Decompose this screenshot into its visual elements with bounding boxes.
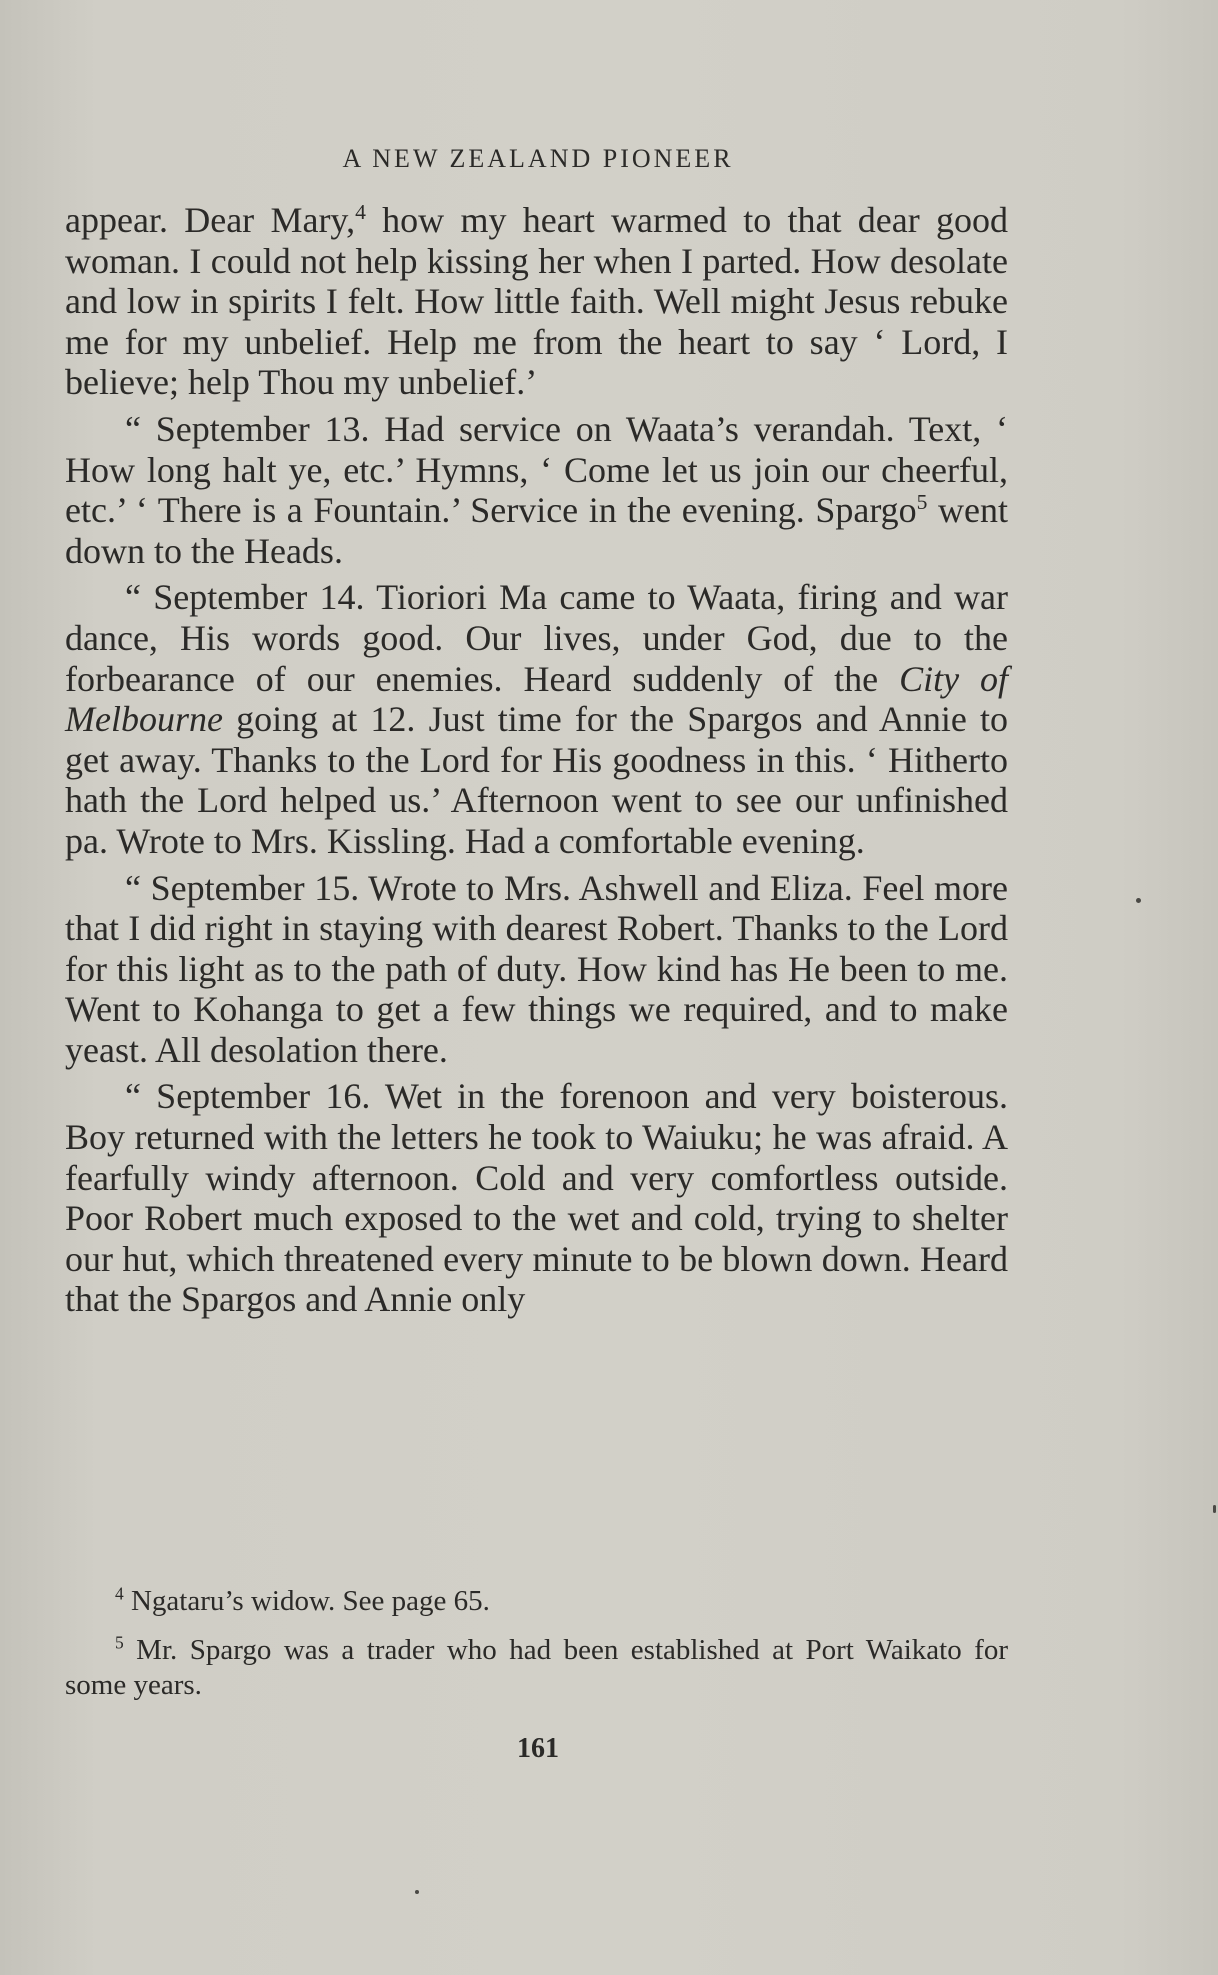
footnote-4: $^4$ Ngataru’s widow. See page 65. <box>115 1583 490 1617</box>
paragraph-september-15: “ September 15. Wrote to Mrs. Ashwell and Eliza. Feel more that I did right in staying with dearest Robert. Thanks to the Lord for this light as to the path of duty. How kind has He been to me. Went to Kohanga to get a few things we required, and to make yeast. All desolation there. <box>65 867 1008 1070</box>
paragraph-september-14: “ September 14. Tioriori Ma came to Waata, firing and war dance, His words good. Our lives, under God, due to the forbearance of our enemies. Heard suddenly of the City of Melbourne going at 12. Just time for the Spargos and Annie to get away. Thanks to the Lord for His goodness in this. ‘ Hitherto hath the Lord helped us.’ Afternoon went to see our unfinished pa. Wrote to Mrs. Kissling. Had a comfortable evening. <box>65 577 1008 861</box>
body-text <box>65 200 1008 1326</box>
footnote-ref-4[interactable]: 4 <box>355 200 366 224</box>
paper-speck <box>1213 1505 1216 1513</box>
page-number: 161 <box>517 1733 559 1764</box>
paragraph-continuation: appear. Dear Mary,$^4$ how my heart warmed to that dear good woman. I could not help kissing her when I parted. How desolate and low in spirits I felt. How little faith. Well might Jesus rebuke me for my unbelief. Help me from the heart to say ‘ Lord, I believe; help Thou my unbelief.’ <box>65 200 1008 403</box>
footnotes <box>65 1584 1008 1717</box>
footnote-5: $^5$ Mr. Spargo was a trader who had been established at Port Waikato for some years. <box>65 1632 1008 1701</box>
running-header: A NEW ZEALAND PIONEER <box>342 144 734 173</box>
paper-speck <box>1136 898 1141 903</box>
paragraph-september-13: “ September 13. Had service on Waata’s verandah. Text, ‘ How long halt ye, etc.’ Hymns, ‘ Come let us join our cheerful, etc.’ ‘ There is a Fountain.’ Service in the evening. Spargo$^5$ went down to the Heads. <box>65 408 1008 571</box>
footnote-ref-5[interactable]: 5 <box>916 490 928 515</box>
ship-name: City of Melbourne <box>65 658 1008 740</box>
paper-speck <box>415 1890 419 1894</box>
paragraph-september-16: “ September 16. Wet in the forenoon and very boisterous. Boy returned with the letters he took to Waiuku; he was afraid. A fearfully windy afternoon. Cold and very comfortless outside. Poor Robert much exposed to the wet and cold, trying to shelter our hut, which threatened every minute to be blown down. Heard that the Spargos and Annie only <box>65 1076 1008 1320</box>
